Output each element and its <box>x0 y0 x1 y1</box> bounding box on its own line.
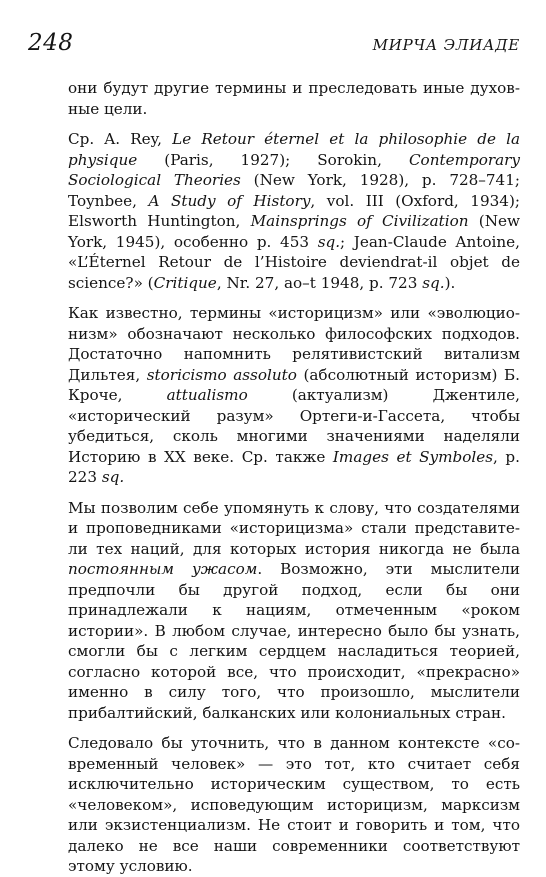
text-run: ). <box>444 273 456 292</box>
paragraph <box>68 733 520 877</box>
running-head: МИРЧА ЭЛИАДЕ <box>372 36 520 54</box>
paragraph <box>68 498 520 724</box>
text-run: . Возможно, эти мыслители предпочли бы другой подход, если бы они принадлежали к нациям, отмеченным «роком истории». В любом случае, интересно было бы узнать, смогли бы с легким сердцем насладиться теорией, согласно которой все, что происходит, «прекрасно» именно в силу того, что произошло, мыслители прибалтийский, балканских или колониальных стран. <box>68 560 520 722</box>
italic-run: Critique <box>153 273 217 292</box>
page-number: 248 <box>28 30 74 56</box>
text-run: , Nr. 27, ao–t 1948, p. 723 <box>216 273 423 292</box>
italic-run: Le Retour éternel et la philosophie de la physique <box>68 130 520 169</box>
paragraph <box>68 129 520 293</box>
italic-run: A Study of History <box>148 191 311 210</box>
italic-run: Contemporary Sociological Theories <box>68 150 520 189</box>
italic-run: storicismo assoluto <box>146 365 297 384</box>
italic-run: attualismo <box>166 386 248 404</box>
text-run: (абсолютный историзм) Б. Кроче, <box>68 365 520 404</box>
text-run: Как известно, термины «историцизм» или «эволюционизм» обозначают несколько философских подходов. Достаточно напомнить релятивистский витализм Дильтея, <box>68 304 520 384</box>
text-run: (New York, 1928), p. 728–741; Toynbee, <box>68 171 521 210</box>
page-header <box>28 30 520 76</box>
italic-run: sq. <box>317 232 341 251</box>
italic-run: sq. <box>101 468 125 486</box>
text-run: , vol. III (Oxford, 1934); Elsworth Huntington, <box>68 191 520 230</box>
text-run: ; Jean-Claude Antoine, «L’Éternel Retour de l’Histoire deviendrat-il objet de science?» ( <box>68 232 520 292</box>
text-run: (Paris, 1927); Sorokin, <box>137 150 409 169</box>
italic-run: Images et Symboles <box>332 447 494 466</box>
italic-run: Mainsprings of Civilization <box>250 212 469 230</box>
paragraph <box>68 78 520 119</box>
text-run: (актуализм) Джентиле, «исторический разум» Ортеги-и-Гассета, чтобы убедиться, сколь многими значениями наделяли Историю в XX веке. Ср. также <box>68 386 520 466</box>
text-run: Следовало бы уточнить, что в данном контексте «современный человек» — это тот, кто считает себя исключительно историческим существом, то есть «человеком», исповедующим историцизм, марксизм или экзистенциализм. Не стоит и говорить и том, что далеко не все наши современники соответствуют этому условию. <box>68 734 520 875</box>
paragraph <box>68 303 520 488</box>
text-run: Ср. A. Rey, <box>68 130 173 148</box>
text-run: Мы позволим себе упомянуть к слову, что создателями и проповедниками «историцизма» стали представители тех наций, для которых история никогда не была <box>68 498 520 558</box>
italic-run: постоянным ужасом <box>68 560 258 578</box>
body-text <box>68 78 520 877</box>
text-run: , p. 223 <box>68 447 520 486</box>
italic-run: sq. <box>422 273 445 292</box>
text-run: (New York, 1945), особенно p. 453 <box>68 212 521 251</box>
text-run: они будут другие термины и преследовать иные духовные цели. <box>68 79 520 118</box>
